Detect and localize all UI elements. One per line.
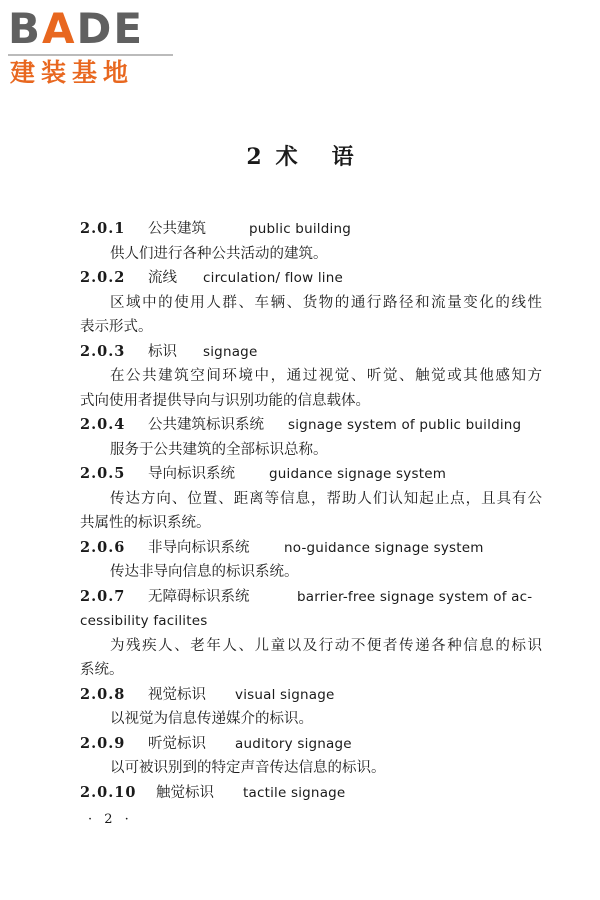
term-heading bbox=[80, 585, 542, 610]
term-number: 2.0.1 bbox=[80, 220, 126, 237]
term-cn: 公共建筑标识系统 bbox=[148, 417, 264, 433]
term-en: public building bbox=[249, 221, 351, 237]
term-heading bbox=[80, 781, 542, 806]
term-number: 2.0.2 bbox=[80, 269, 126, 286]
term-definition: 传达非导向信息的标识系统。 bbox=[110, 564, 299, 580]
term-definition: 传达方向、位置、距离等信息，帮助人们认知起止点，且具有公 bbox=[110, 490, 542, 507]
term-definition-continued: 表示形式。 bbox=[80, 319, 153, 335]
term-en: guidance signage system bbox=[269, 466, 447, 482]
page-number: · 2 · bbox=[88, 812, 133, 827]
term-cn: 导向标识系统 bbox=[148, 466, 235, 482]
term-definition-continued: 共属性的标识系统。 bbox=[80, 515, 211, 531]
term-heading bbox=[80, 462, 542, 487]
term-heading bbox=[80, 536, 542, 561]
term-heading bbox=[80, 217, 542, 242]
chapter-title: 2 术 语 bbox=[246, 144, 354, 170]
term-cn: 公共建筑 bbox=[148, 221, 206, 237]
term-cn: 标识 bbox=[148, 343, 177, 360]
term-en-continued: cessibility facilites bbox=[80, 613, 208, 629]
term-cn: 无障碍标识系统 bbox=[148, 588, 250, 605]
term-en: signage system of public building bbox=[288, 417, 522, 433]
term-heading bbox=[80, 266, 542, 291]
term-definition: 以可被识别到的特定声音传达信息的标识。 bbox=[110, 760, 386, 776]
term-number: 2.0.7 bbox=[80, 587, 126, 605]
term-number: 2.0.8 bbox=[80, 685, 126, 703]
term-en: barrier-free signage system of ac- bbox=[297, 588, 533, 605]
term-definition-continued: 式向使用者提供导向与识别功能的信息载体。 bbox=[80, 392, 370, 409]
term-cn: 流线 bbox=[148, 270, 177, 286]
term-definition-continued: 系统。 bbox=[80, 662, 124, 678]
term-en: circulation/ flow line bbox=[203, 270, 343, 286]
term-cn: 视觉标识 bbox=[148, 686, 206, 703]
term-number: 2.0.9 bbox=[80, 734, 126, 752]
term-heading bbox=[80, 732, 542, 757]
term-heading bbox=[80, 683, 542, 708]
term-cn: 触觉标识 bbox=[156, 784, 214, 801]
term-definition: 在公共建筑空间环境中，通过视觉、听觉、触觉或其他感知方 bbox=[110, 368, 542, 384]
term-cn: 听觉标识 bbox=[148, 735, 206, 752]
term-en: signage bbox=[203, 343, 258, 360]
term-number: 2.0.4 bbox=[80, 416, 126, 433]
logo-wordmark: BADE bbox=[8, 4, 145, 53]
term-number: 2.0.5 bbox=[80, 465, 126, 482]
term-definition: 区域中的使用人群、车辆、货物的通行路径和流量变化的线性 bbox=[110, 294, 542, 311]
term-en: no-guidance signage system bbox=[284, 539, 484, 556]
term-en: visual signage bbox=[235, 686, 335, 703]
term-definition: 以视觉为信息传递媒介的标识。 bbox=[110, 711, 313, 727]
term-heading bbox=[80, 340, 542, 365]
term-number: 2.0.6 bbox=[80, 538, 126, 556]
term-en: auditory signage bbox=[235, 735, 352, 752]
term-definition: 服务于公共建筑的全部标识总称。 bbox=[110, 441, 328, 458]
term-number: 2.0.3 bbox=[80, 342, 126, 360]
logo-underline bbox=[8, 54, 173, 56]
term-cn: 非导向标识系统 bbox=[148, 539, 250, 556]
bade-logo bbox=[8, 6, 183, 90]
term-heading bbox=[80, 413, 542, 438]
logo-subtitle: 建装基地 bbox=[10, 58, 135, 87]
terms-list bbox=[80, 217, 542, 805]
term-definition: 为残疾人、老年人、儿童以及行动不便者传递各种信息的标识 bbox=[110, 637, 542, 654]
term-en: tactile signage bbox=[243, 784, 346, 801]
term-number: 2.0.10 bbox=[80, 783, 137, 801]
term-definition: 供人们进行各种公共活动的建筑。 bbox=[110, 245, 328, 262]
